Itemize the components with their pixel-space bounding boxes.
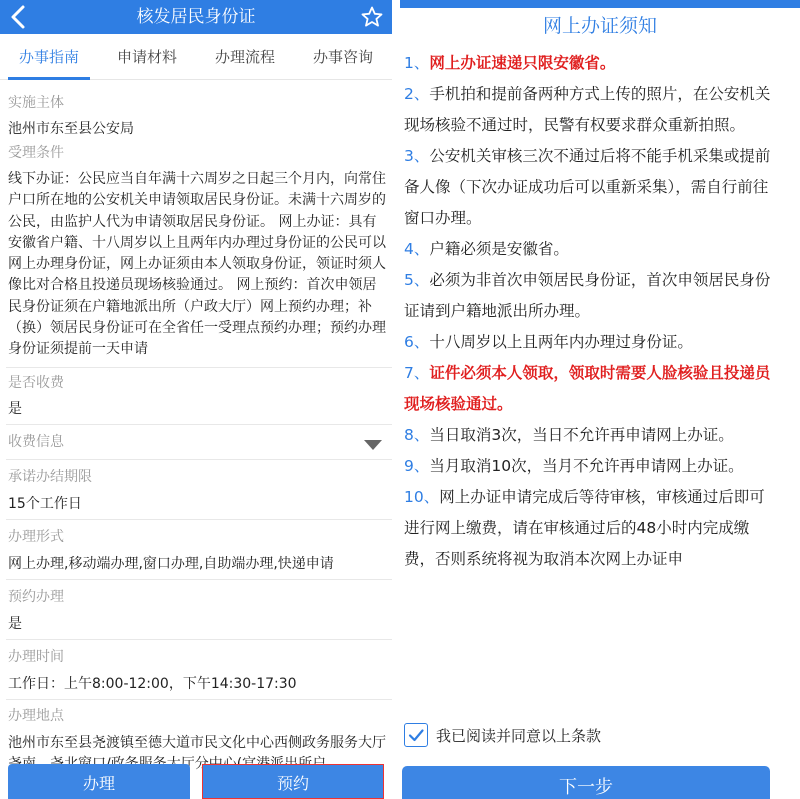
notice-item (404, 234, 772, 265)
top-navigation-bar (0, 0, 392, 34)
notice-item (404, 327, 772, 358)
divider (6, 579, 392, 580)
place-label: 办理地点 (8, 707, 64, 724)
appoint-button[interactable]: 预约 (202, 764, 384, 799)
notice-item (404, 358, 772, 420)
item-text: 必须为非首次申领居民身份证，首次申领居民身份证请到户籍地派出所办理。 (404, 271, 771, 320)
place-value: 池州市东至县尧渡镇至德大道市民文化中心西侧政务服务大厅 务大厅分中心 (8, 734, 386, 772)
agreement-row[interactable] (404, 722, 601, 748)
item-number: 1、 (404, 54, 430, 72)
item-text: 当月取消10次，当月不允许再申请网上办证。 (429, 457, 744, 475)
notice-item (404, 420, 772, 451)
tab-guide[interactable] (0, 34, 98, 80)
divider (6, 699, 392, 700)
tab-label: 办事指南 (18, 48, 79, 66)
notice-item (404, 451, 772, 482)
notice-list (404, 48, 772, 640)
page-title: 核发居民身份证 (136, 7, 256, 27)
notice-item (404, 482, 772, 575)
online-notice-panel (400, 0, 800, 799)
notice-title: 网上办证须知 (542, 15, 657, 37)
conditions-value: 线下办证：公民应当自年满十六周岁之日起三个月内，向常住户口所在地的公安机关申请领取居民身份证。未满十六周岁的公民，由监护人代为申请领取居民身份证。 网上办证：具有安徽省户籍、十八周岁以上且两年内办理过身份证的公民可以网上办理身份证，网上办证须由本人领取身份证，领证时须人像比对合格且投递员现场核验通过。 网上预约：首次申领居民身份证须在户籍地派出所（户政大厅）网上预约办理；补（换）领居民身份证可在全省任一受理点预约办理；预约办理身份证须提前一天申请 (8, 171, 386, 358)
item-number: 2、 (404, 85, 430, 103)
tab-materials[interactable] (98, 34, 196, 80)
item-text: 网上办证申请完成后等待审核，审核通过后即可进行网上缴费，请在审核通过后的48小时内完成缴费，否则系统将视为取消本次网上办证申 (404, 488, 765, 568)
item-number: 7、 (404, 364, 430, 382)
appoint-label: 预约办理 (8, 588, 64, 605)
time-label: 办理时间 (8, 648, 64, 665)
fee-value: 是 (8, 400, 22, 417)
item-number: 5、 (404, 271, 430, 289)
item-number: 4、 (404, 240, 430, 258)
divider (6, 459, 392, 460)
item-number: 10、 (404, 488, 440, 506)
item-text: 证件必须本人领取，领取时需要人脸核验且投递员现场核验通过。 (404, 364, 771, 413)
item-number: 9、 (404, 457, 430, 475)
item-number: 3、 (404, 147, 430, 165)
tab-label: 办理流程 (214, 48, 275, 66)
fee-info-label: 收费信息 (8, 433, 64, 450)
notice-item (404, 48, 772, 79)
handle-button[interactable]: 办理 (8, 764, 190, 799)
item-number: 6、 (404, 333, 430, 351)
divider (6, 519, 392, 520)
fee-label: 是否收费 (8, 374, 64, 391)
deadline-label: 承诺办结期限 (8, 468, 92, 485)
item-text: 公安机关审核三次不通过后将不能手机采集或提前备人像（下次办证成功后可以重新采集），需自行前往窗口办理。 (404, 147, 771, 227)
item-text: 手机拍和提前备两种方式上传的照片，在公安机关现场核验不通过时，民警有权要求群众重新拍照。 (404, 85, 771, 134)
item-text: 当日取消3次，当日不允许再申请网上办证。 (429, 426, 734, 444)
deadline-value: 15个工作日 (8, 495, 82, 512)
tab-bar (0, 34, 392, 80)
guide-content (0, 90, 392, 775)
agree-checkbox[interactable] (404, 723, 428, 747)
appoint-value: 是 (8, 615, 22, 632)
notice-item (404, 265, 772, 327)
service-guide-panel (0, 0, 392, 799)
divider (6, 639, 392, 640)
dropdown-triangle-icon[interactable] (364, 436, 382, 455)
notice-item (404, 141, 772, 234)
top-accent-bar (400, 0, 800, 8)
subject-value: 池州市东至县公安局 (8, 121, 134, 137)
tab-label: 办事咨询 (312, 48, 373, 66)
item-text: 网上办证速递只限安徽省。 (429, 54, 616, 72)
tab-label: 申请材料 (116, 48, 177, 66)
tab-consult[interactable] (294, 34, 392, 80)
agree-label: 我已阅读并同意以上条款 (436, 726, 602, 745)
form-value: 网上办理,移动端办理,窗口办理,自助端办理,快递申请 (8, 555, 334, 572)
fee-info-row[interactable] (0, 425, 392, 459)
divider (6, 367, 392, 368)
conditions-label: 受理条件 (8, 145, 64, 161)
next-step-button[interactable]: 下一步 (402, 766, 770, 799)
form-label: 办理形式 (8, 528, 64, 545)
item-text: 户籍必须是安徽省。 (429, 240, 569, 258)
notice-item (404, 79, 772, 141)
tab-process[interactable] (196, 34, 294, 80)
time-value: 工作日：上午8:00-12:00，下午14:30-17:30 (8, 675, 297, 692)
item-number: 8、 (404, 426, 430, 444)
active-tab-indicator (8, 77, 90, 80)
checkmark-icon (405, 724, 427, 746)
bottom-action-bar (0, 764, 392, 799)
item-text: 十八周岁以上且两年内办理过身份证。 (429, 333, 693, 351)
subject-label: 实施主体 (8, 95, 64, 111)
star-icon[interactable] (360, 5, 384, 29)
